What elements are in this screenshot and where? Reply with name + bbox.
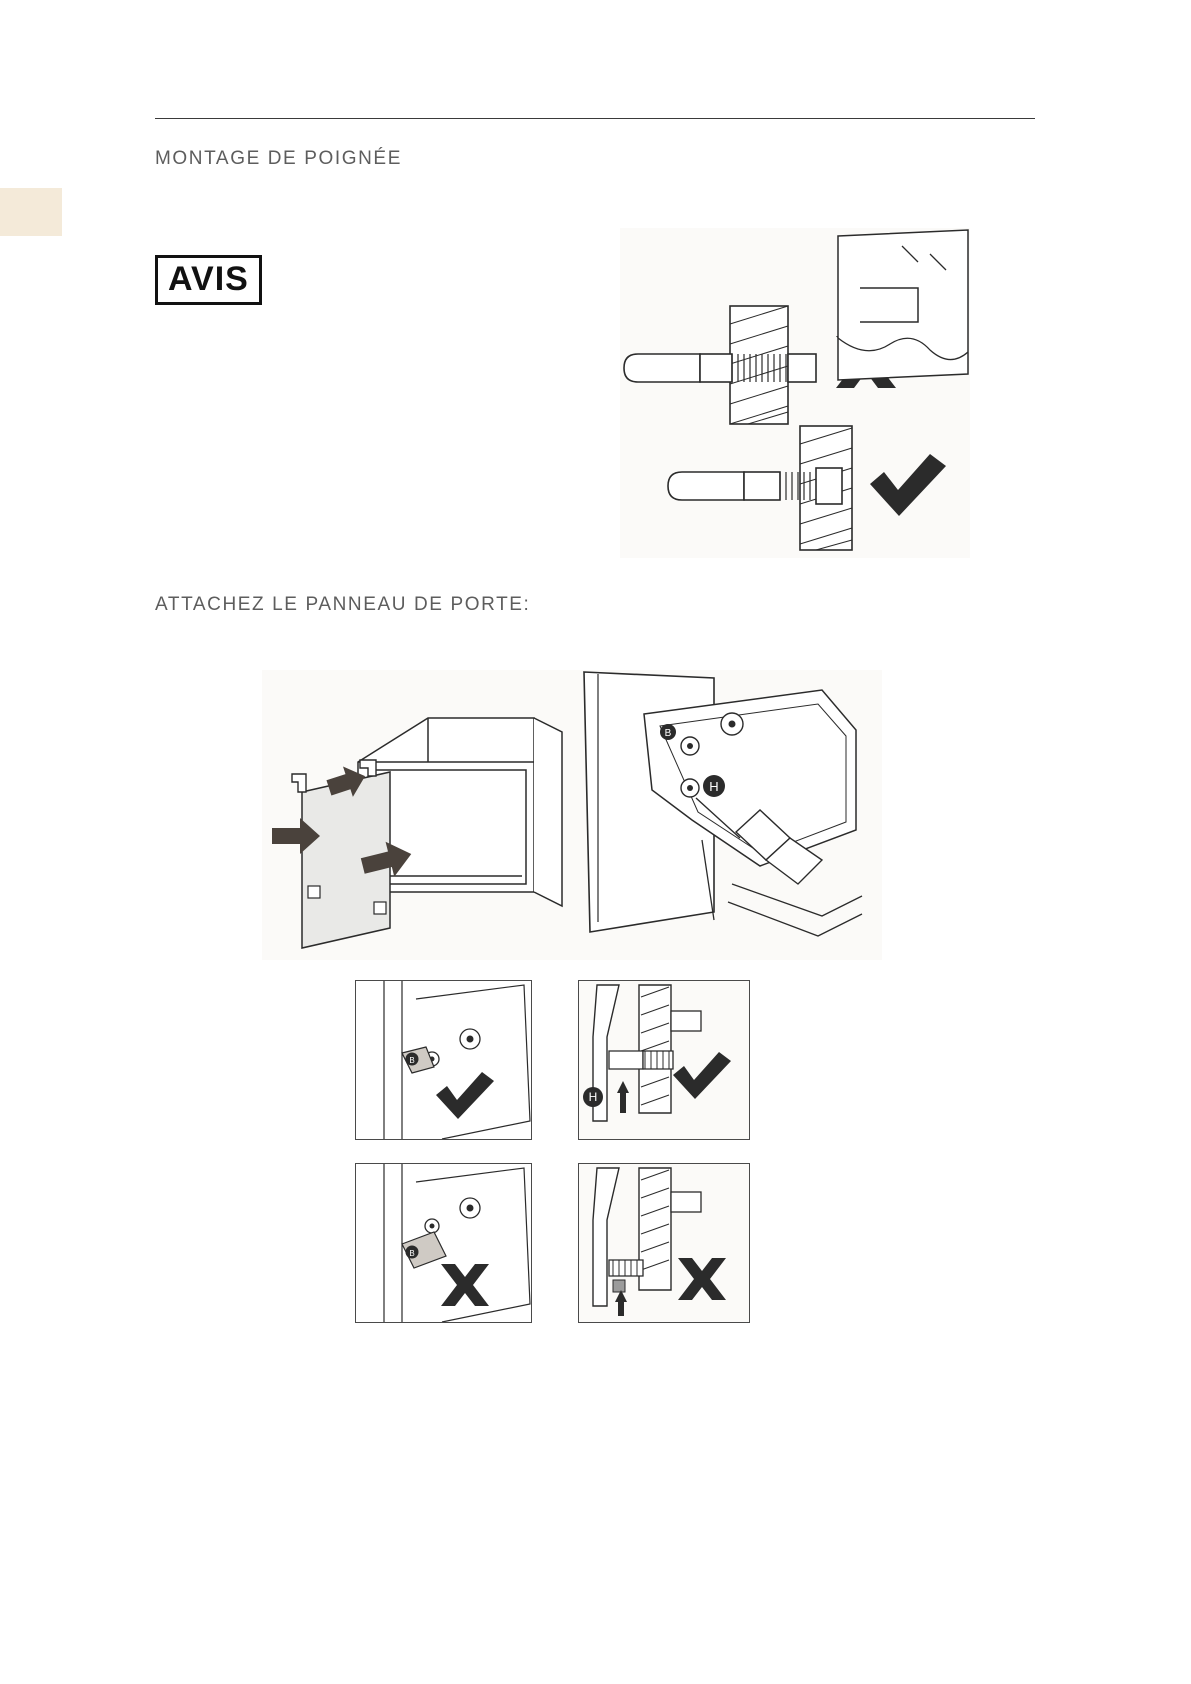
callout-b-wrong (406, 1246, 419, 1259)
svg-text:B: B (664, 728, 672, 739)
section-title-attach-door-panel: ATTACHEZ LE PANNEAU DE PORTE: (155, 594, 531, 615)
svg-text:H: H (588, 1090, 598, 1104)
svg-text:H: H (709, 779, 719, 794)
callout-b-overview (660, 724, 676, 740)
header-rule (155, 118, 1035, 119)
callout-b-correct (406, 1053, 419, 1066)
section-title-handle-assembly: MONTAGE DE POIGNÉE (155, 148, 402, 169)
figure-screw-engagement-wrong (578, 1163, 750, 1323)
svg-text:B: B (409, 1056, 415, 1065)
svg-text:B: B (409, 1249, 415, 1258)
callout-h-overview (703, 775, 725, 797)
page-edge-tab (0, 188, 62, 236)
figure-screw-length-comparison (620, 228, 970, 558)
figure-bracket-position-correct (355, 980, 532, 1140)
figure-screw-engagement-correct (578, 980, 750, 1140)
figure-door-panel-mounting (262, 670, 882, 960)
callout-h-correct (583, 1087, 603, 1107)
figure-bracket-position-wrong (355, 1163, 532, 1323)
notice-avis-box (155, 255, 262, 305)
notice-avis-label: AVIS (168, 260, 249, 298)
